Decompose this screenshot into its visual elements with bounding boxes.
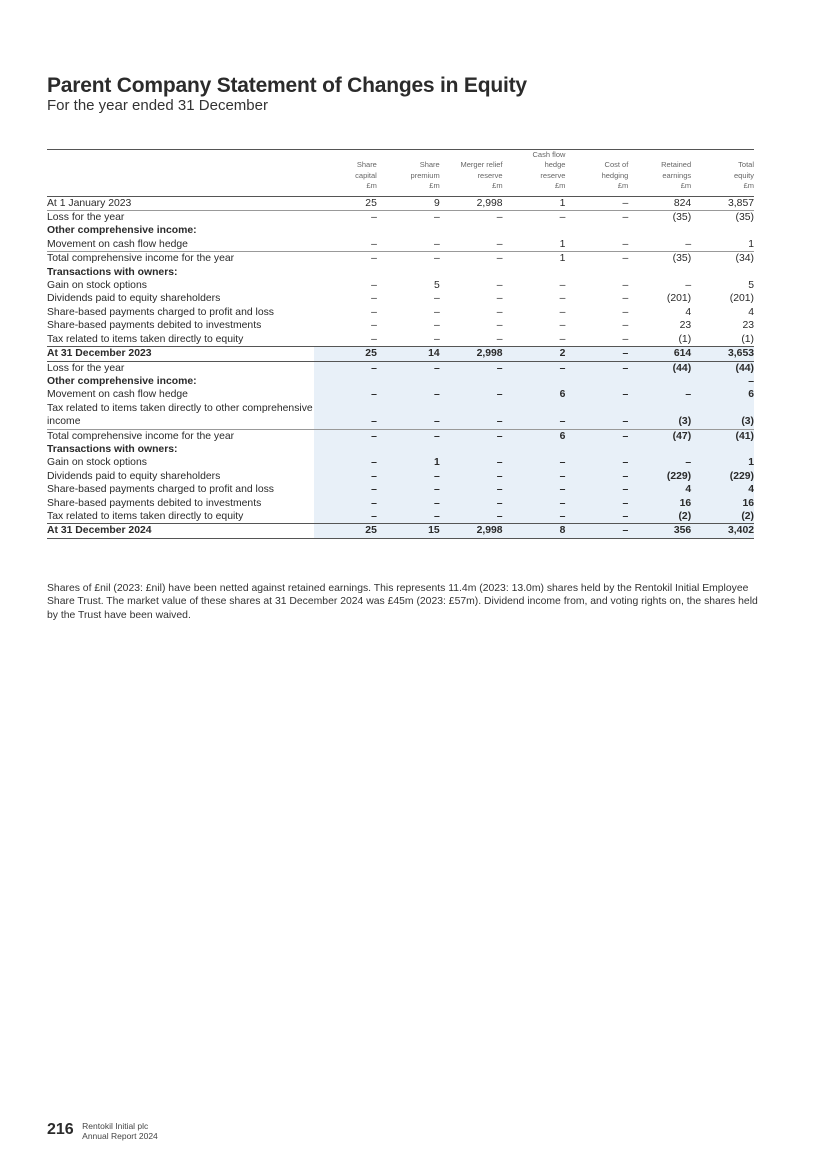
cell-value: (35): [628, 252, 691, 266]
cell-value: –: [433, 470, 440, 482]
cell-value: –: [371, 280, 377, 292]
cell-value: 1: [748, 457, 755, 469]
column-header: [314, 150, 377, 197]
cell-value: –: [559, 484, 566, 496]
cell-value: 1: [748, 238, 755, 250]
cell-value: –: [433, 389, 440, 401]
cell-value: –: [685, 389, 692, 401]
cell-value: –: [377, 429, 440, 443]
cell-value: [377, 266, 440, 279]
cell-value: (3): [678, 416, 692, 428]
cell-value: [565, 375, 628, 388]
column-header-line: equity: [734, 170, 755, 180]
table-row: [47, 211, 754, 225]
cell-value: 1: [503, 196, 566, 210]
cell-value: –: [685, 238, 692, 250]
cell-value: –: [371, 306, 377, 318]
cell-value: –: [565, 524, 628, 538]
row-label: Loss for the year: [47, 211, 314, 225]
cell-value: –: [496, 320, 503, 332]
column-header-line: Merger relief: [460, 160, 503, 170]
cell-value: –: [559, 457, 566, 469]
cell-value: –: [377, 211, 440, 225]
cell-value: –: [314, 429, 377, 443]
cell-value: –: [371, 333, 377, 345]
cell-value: [503, 375, 566, 388]
row-label: Gain on stock options: [47, 280, 147, 292]
cell-value: [691, 443, 754, 456]
cell-value: –: [496, 306, 503, 318]
cell-value: –: [496, 389, 503, 401]
cell-value: 614: [628, 347, 691, 361]
cell-value: –: [622, 280, 629, 292]
cell-value: –: [622, 497, 629, 509]
row-label: Share-based payments debited to investments: [47, 497, 262, 509]
cell-value: –: [433, 293, 440, 305]
cell-value: 25: [314, 347, 377, 361]
cell-value: 6: [503, 429, 566, 443]
cell-value: –: [559, 510, 566, 522]
column-header: [628, 150, 691, 197]
cell-value: [691, 266, 754, 279]
cell-value: –: [622, 293, 629, 305]
cell-value: –: [559, 362, 566, 374]
cell-value: 1: [433, 457, 440, 469]
cell-value: –: [496, 280, 503, 292]
table-row: [47, 224, 754, 237]
cell-value: –: [440, 429, 503, 443]
cell-value: [691, 224, 754, 237]
cell-value: 8: [503, 524, 566, 538]
cell-value: –: [622, 470, 629, 482]
cell-value: –: [314, 211, 377, 225]
column-header-line: £m: [617, 181, 629, 191]
cell-value: [440, 224, 503, 237]
cell-value: (1): [741, 333, 755, 345]
cell-value: –: [559, 306, 566, 318]
cell-value: 3,402: [691, 524, 754, 538]
cell-value: –: [433, 238, 440, 250]
cell-value: –: [371, 484, 377, 496]
cell-value: –: [748, 375, 755, 387]
table-header-row: [47, 150, 754, 197]
column-header-line: £m: [429, 181, 440, 191]
cell-value: [377, 443, 440, 456]
column-header-line: reserve: [540, 170, 566, 180]
table-row: [47, 510, 754, 524]
cell-value: –: [622, 457, 629, 469]
cell-value: 2,998: [440, 347, 503, 361]
cell-value: (229): [729, 470, 755, 482]
cell-value: 4: [748, 484, 755, 496]
column-header-line: £m: [680, 181, 692, 191]
cell-value: 5: [433, 280, 440, 292]
cell-value: (229): [666, 470, 692, 482]
cell-value: 5: [748, 280, 755, 292]
cell-value: –: [433, 484, 440, 496]
table-row: [47, 279, 754, 292]
cell-value: –: [559, 280, 566, 292]
table-row: [47, 361, 754, 375]
equity-table: [47, 149, 754, 539]
cell-value: –: [622, 333, 629, 345]
cell-value: –: [622, 389, 629, 401]
cell-value: –: [371, 416, 377, 428]
cell-value: –: [371, 389, 377, 401]
cell-value: 14: [377, 347, 440, 361]
cell-value: –: [440, 211, 503, 225]
table-row: [47, 388, 754, 401]
row-label: Gain on stock options: [47, 457, 147, 469]
cell-value: –: [371, 457, 377, 469]
cell-value: –: [433, 320, 440, 332]
column-header: [377, 150, 440, 197]
row-label: Total comprehensive income for the year: [47, 252, 314, 266]
row-label: Transactions with owners:: [47, 443, 178, 455]
cell-value: 16: [679, 497, 692, 509]
cell-value: –: [371, 470, 377, 482]
footer-company: Rentokil Initial plc: [82, 1121, 149, 1131]
cell-value: –: [433, 416, 440, 428]
cell-value: 1: [559, 238, 566, 250]
table-row: [47, 470, 754, 483]
cell-value: [628, 375, 691, 388]
cell-value: –: [371, 510, 377, 522]
cell-value: [503, 266, 566, 279]
row-label: Loss for the year: [47, 362, 125, 374]
column-header-line: earnings: [662, 170, 692, 180]
column-header-line: £m: [555, 181, 566, 191]
cell-value: (201): [729, 293, 755, 305]
cell-value: –: [685, 457, 692, 469]
page-footer: [47, 1121, 158, 1141]
cell-value: –: [622, 416, 629, 428]
cell-value: 16: [742, 497, 755, 509]
cell-value: –: [559, 416, 566, 428]
cell-value: –: [371, 293, 377, 305]
cell-value: 23: [679, 320, 692, 332]
table-row: [47, 443, 754, 456]
cell-value: –: [496, 510, 503, 522]
cell-value: (41): [691, 429, 754, 443]
page-title: Parent Company Statement of Changes in Equity: [47, 74, 527, 97]
cell-value: –: [433, 362, 440, 374]
row-label: Share-based payments debited to investments: [47, 320, 262, 332]
header-label-spacer: [47, 150, 314, 197]
cell-value: 2: [503, 347, 566, 361]
cell-value: [314, 375, 377, 388]
cell-value: [565, 266, 628, 279]
cell-value: –: [496, 238, 503, 250]
footer-report: Annual Report 2024: [82, 1131, 158, 1141]
column-header-line: hedge: [544, 160, 566, 170]
column-header: [503, 150, 566, 197]
cell-value: –: [314, 252, 377, 266]
cell-value: –: [433, 333, 440, 345]
table-row: [47, 375, 754, 388]
cell-value: [440, 375, 503, 388]
row-label: Tax related to items taken directly to other comprehensive income: [47, 402, 313, 428]
row-label: At 31 December 2024: [47, 524, 314, 538]
cell-value: –: [371, 497, 377, 509]
table-row: [47, 252, 754, 266]
table-row: [47, 347, 754, 361]
row-label: Tax related to items taken directly to equity: [47, 510, 244, 522]
cell-value: [314, 224, 377, 237]
cell-value: [565, 224, 628, 237]
cell-value: [628, 443, 691, 456]
cell-value: –: [565, 196, 628, 210]
cell-value: –: [371, 362, 377, 374]
table-row: [47, 483, 754, 496]
cell-value: –: [496, 333, 503, 345]
cell-value: (201): [666, 293, 692, 305]
cell-value: –: [377, 252, 440, 266]
cell-value: –: [622, 362, 629, 374]
cell-value: [377, 224, 440, 237]
cell-value: –: [433, 510, 440, 522]
cell-value: 3,857: [691, 196, 754, 210]
cell-value: (44): [735, 362, 755, 374]
cell-value: –: [559, 293, 566, 305]
table-row: [47, 456, 754, 469]
row-label: Total comprehensive income for the year: [47, 429, 314, 443]
column-header-line: reserve: [477, 170, 503, 180]
cell-value: 15: [377, 524, 440, 538]
page-subtitle: For the year ended 31 December: [47, 97, 268, 114]
row-label: Tax related to items taken directly to equity: [47, 333, 244, 345]
column-header: [440, 150, 503, 197]
table-body: [47, 196, 754, 538]
cell-value: –: [565, 211, 628, 225]
cell-value: –: [496, 470, 503, 482]
cell-value: –: [433, 497, 440, 509]
cell-value: –: [565, 252, 628, 266]
cell-value: –: [565, 347, 628, 361]
footer-info: [82, 1121, 158, 1141]
column-header-line: Share: [419, 160, 440, 170]
table-row: [47, 238, 754, 252]
row-label: Share-based payments charged to profit and loss: [47, 306, 274, 318]
cell-value: –: [496, 293, 503, 305]
cell-value: 4: [685, 484, 692, 496]
cell-value: [314, 266, 377, 279]
cell-value: [440, 266, 503, 279]
column-header-line: Total: [738, 160, 755, 170]
row-label: At 31 December 2023: [47, 347, 314, 361]
page-number: 216: [47, 1121, 74, 1138]
cell-value: [440, 443, 503, 456]
row-label: Other comprehensive income:: [47, 225, 197, 237]
cell-value: (2): [678, 510, 692, 522]
column-header-line: £m: [492, 181, 503, 191]
cell-value: [503, 224, 566, 237]
cell-value: –: [496, 416, 503, 428]
cell-value: –: [622, 484, 629, 496]
cell-value: (3): [741, 416, 755, 428]
row-label: Share-based payments charged to profit and loss: [47, 484, 274, 496]
cell-value: –: [565, 429, 628, 443]
table-row: [47, 292, 754, 305]
column-header-line: premium: [410, 170, 440, 180]
cell-value: –: [622, 320, 629, 332]
column-header-line: Retained: [661, 160, 692, 170]
column-header-line: Share: [356, 160, 377, 170]
cell-value: –: [559, 497, 566, 509]
row-label: Other comprehensive income:: [47, 375, 197, 387]
table-row: [47, 266, 754, 279]
column-header-line: Cash flow: [532, 150, 566, 159]
cell-value: (35): [628, 211, 691, 225]
table-row: [47, 333, 754, 347]
cell-value: –: [503, 211, 566, 225]
cell-value: –: [433, 306, 440, 318]
cell-value: 23: [742, 320, 755, 332]
cell-value: –: [496, 484, 503, 496]
cell-value: [628, 266, 691, 279]
cell-value: (34): [691, 252, 754, 266]
cell-value: 4: [748, 306, 755, 318]
cell-value: 1: [503, 252, 566, 266]
row-label: At 1 January 2023: [47, 196, 314, 210]
cell-value: 2,998: [440, 524, 503, 538]
cell-value: 2,998: [440, 196, 503, 210]
table-row: [47, 402, 754, 429]
cell-value: –: [622, 510, 629, 522]
cell-value: 3,653: [691, 347, 754, 361]
column-header-line: Cost of: [604, 160, 629, 170]
cell-value: –: [496, 457, 503, 469]
cell-value: 9: [377, 196, 440, 210]
cell-value: 25: [314, 196, 377, 210]
row-label: Transactions with owners:: [47, 266, 178, 278]
cell-value: –: [440, 252, 503, 266]
column-header-line: capital: [355, 170, 377, 180]
cell-value: 356: [628, 524, 691, 538]
cell-value: –: [559, 320, 566, 332]
cell-value: [565, 443, 628, 456]
table-row: [47, 497, 754, 510]
table-row: [47, 429, 754, 443]
column-header-line: hedging: [601, 170, 629, 180]
cell-value: 25: [314, 524, 377, 538]
column-header-line: £m: [366, 181, 377, 191]
column-header: [565, 150, 628, 197]
row-label: Dividends paid to equity shareholders: [47, 470, 221, 482]
cell-value: [314, 443, 377, 456]
table-row: [47, 196, 754, 210]
cell-value: 6: [748, 389, 755, 401]
column-header: [691, 150, 754, 197]
row-label: Dividends paid to equity shareholders: [47, 293, 221, 305]
cell-value: 6: [559, 389, 566, 401]
table-row: [47, 319, 754, 332]
cell-value: –: [496, 362, 503, 374]
cell-value: (2): [741, 510, 755, 522]
cell-value: [503, 443, 566, 456]
cell-value: (44): [672, 362, 692, 374]
row-label: Movement on cash flow hedge: [47, 238, 188, 250]
cell-value: [377, 375, 440, 388]
cell-value: –: [622, 306, 629, 318]
column-header-line: £m: [743, 181, 755, 191]
row-label: Movement on cash flow hedge: [47, 389, 188, 401]
cell-value: 4: [685, 306, 692, 318]
cell-value: –: [622, 238, 629, 250]
cell-value: –: [559, 470, 566, 482]
footnote: Shares of £nil (2023: £nil) have been netted against retained earnings. This represents 11.4m (2023: 13.0m) shares held by the Rentokil Initial Employee Share Trust. The market value of these shares at 31 December 2024 was £45m (2023: £57m). Dividend income from, and voting rights on, the shares held by the Trust have been waived.: [47, 583, 758, 621]
table-row: [47, 306, 754, 319]
cell-value: [628, 224, 691, 237]
cell-value: –: [496, 497, 503, 509]
cell-value: –: [685, 280, 692, 292]
table-row: [47, 524, 754, 538]
cell-value: 824: [628, 196, 691, 210]
cell-value: –: [371, 320, 377, 332]
cell-value: (47): [628, 429, 691, 443]
equity-table-container: [47, 149, 754, 539]
cell-value: –: [559, 333, 566, 345]
cell-value: (35): [691, 211, 754, 225]
cell-value: (1): [678, 333, 692, 345]
cell-value: –: [371, 238, 377, 250]
